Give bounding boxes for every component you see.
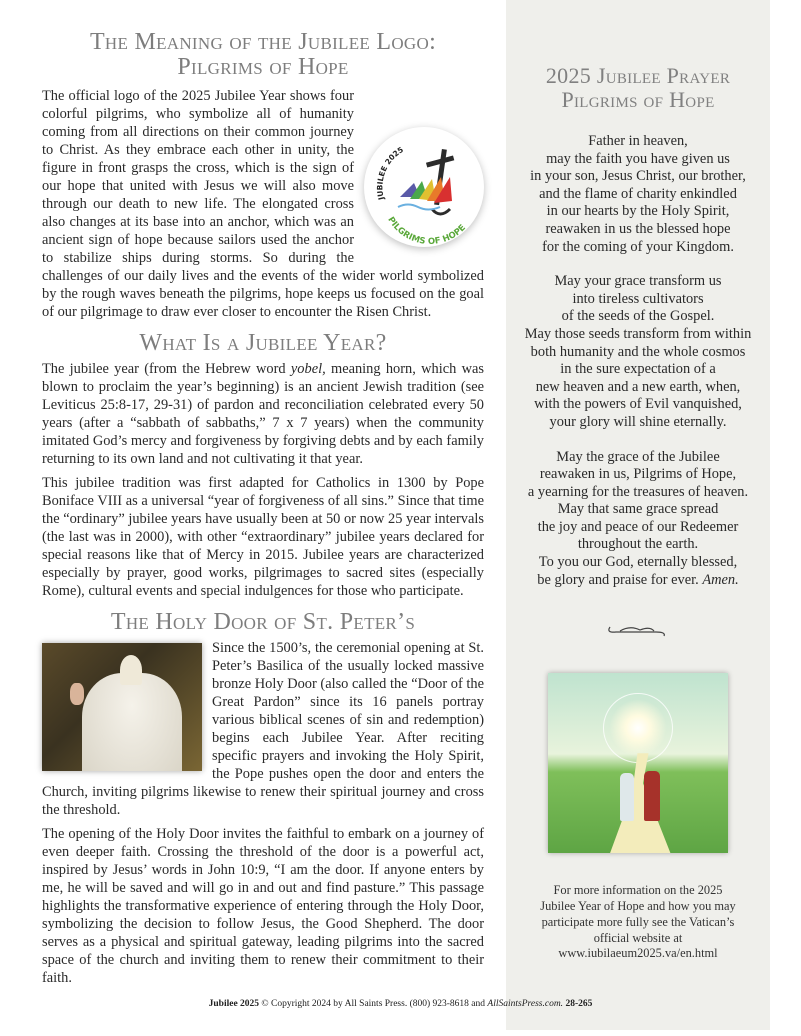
svg-text:JUBILEE 2025: [375, 145, 405, 202]
left-column: [42, 30, 484, 987]
prayer-stanza: Father in heaven, may the faith you have given us in your son, Jesus Christ, our brother, and the flame of charity enkindled in our hearts by the Holy Spirit, reawaken in us the blessed hope for the coming of your Kingdom.: [530, 133, 746, 255]
holy-door-title: The Holy Door of St. Peter’s: [110, 609, 416, 635]
holy-door-paragraph: The opening of the Holy Door invites the faithful to embark on a journey of even deeper faith. Crossing the threshold of the door is a powerful act, inspired by Jesus’ words in John 10:9, “I am the door. If anyone enters by me, he will be saved and will go in and out and find pasture.” This passage highlights the transformative experience of entering through the Holy Door, symbolizing the decision to follow Jesus, the Good Shepherd. The door serves as a physical and spiritual gateway, leading pilgrims into the sacred space of the church and inviting them to renew their commitment to their faith.: [42, 826, 484, 986]
text: May the grace of the Jubilee reawaken in us, Pilgrims of Hope, a yearning for the treasures of heaven. May that same grace spread the joy and peace of our Redeemer throughout the earth. To you our God, eternally blessed, be glory and praise for ever.: [527, 448, 749, 588]
svg-text:PILGRIMS OF HOPE: [385, 215, 468, 247]
text: The jubilee year (from the Hebrew word: [42, 361, 291, 377]
prayer-stanza: May your grace transform us into tireless cultivators of the seeds of the Gospel. May those seeds transform from within both humanity and the whole cosmos in the sure expectation of a new heaven and a new earth, when, with the powers of Evil vanquished, your glory will shine eternally.: [524, 273, 752, 430]
flourish-ornament-icon: [506, 623, 770, 637]
footer-site: AllSaintsPress.com.: [487, 999, 564, 1009]
prayer-panel: [506, 0, 770, 1030]
title-line: The Meaning of the Jubilee Logo:: [89, 29, 437, 55]
title-line: 2025 Jubilee Prayer: [545, 63, 731, 88]
text-italic: yobel,: [290, 361, 326, 377]
holy-door-paragraph: [42, 639, 484, 819]
more-info-text: For more information on the 2025 Jubilee Year of Hope and how you may participate more fully see the Vatican’s official website at www.iubilaeum2025.va/en.html: [540, 883, 736, 961]
footer-copyright: © Copyright 2024 by All Saints Press. (800) 923-8618 and: [259, 999, 488, 1009]
pilgrims-path-illustration: [548, 673, 728, 853]
text: Since the 1500’s, the ceremonial opening at St. Peter’s Basilica of the usually locked massive bronze Holy Door (also called the “Door of the Great Pardon” since its 16 panels portray various biblical scenes of sin and redemption) begins each Jubilee Year. After reciting specific prayers and invoking the Holy Spirit, the Pope pushes open the door and enters the Church, inviting pilgrims likewise to renew their spiritual journey and cross the threshold.: [42, 640, 484, 818]
jubilee-year-section: [42, 331, 484, 600]
amen: Amen.: [702, 571, 739, 588]
pope-opening-door-photo: [42, 643, 202, 771]
jubilee-year-paragraph: [42, 360, 484, 468]
jubilee-year-paragraph: This jubilee tradition was first adapted for Catholics in 1300 by Pope Boniface VIII as a universal “year of forgiveness of all sins.” Since that time the “ordinary” jubilee years have usually been at 50 or now 25 year intervals (the last was in 2000), with other “extraordinary” jubilee years declared for special reasons like that of Mercy in 2015. Jubilee years are characterized especially by prayer, good works, pilgrimages to sacred sites (especially Rome), cultural events and special indulgences for those who participate.: [42, 475, 484, 599]
title-line: Pilgrims of Hope: [561, 87, 715, 112]
footer-title: Jubilee 2025: [208, 999, 260, 1009]
logo-text: PILGRIMS OF HOPE: [385, 215, 468, 247]
prayer-text: [506, 133, 770, 589]
prayer-stanza: [506, 449, 770, 590]
prayer-title: [506, 64, 770, 112]
logo-section-title: [42, 30, 484, 80]
title-line: Pilgrims of Hope: [177, 54, 349, 80]
logo-section-body: The official logo of the 2025 Jubilee Year shows four colorful pilgrims, who symbolize all of humanity coming from all directions on their common journey to Christ. As they embrace each other in unity, the figure in front grasps the cross, which is the sign of our hope that united with Jesus we will also move through our death to new life. The elongated cross also changes at its base into an anchor, which was an ancient sign of hope because sailors used the anchor to stabilize ships during storms. So during the challenges of our daily lives and the events of the wider world symbolized by the rough waves beneath the pilgrims, hope keeps us focused on the goal of our pilgrimage to draw ever closer to encounter the Risen Christ.: [42, 88, 484, 320]
footer: [0, 998, 801, 1010]
text: meaning horn, which was blown to proclaim the year’s beginning) is an ancient Jewish tradition (see Leviticus 25:8-17, 29-31) of pardon and reconciliation celebrated every 50 years (after a “sabbath of sabbaths,” 7 x 7 years) when the community imitated God’s mercy and forgiveness by forgiving debts and by each family returning to its own land and not cultivating it that year.: [42, 361, 484, 467]
holy-door-section: [42, 610, 484, 987]
logo-text: JUBILEE 2025: [375, 145, 405, 201]
footer-code: 28-265: [565, 999, 593, 1009]
jubilee-year-title: What Is a Jubilee Year?: [139, 330, 387, 356]
logo-section: [42, 30, 484, 321]
jubilee-logo: [364, 127, 484, 247]
